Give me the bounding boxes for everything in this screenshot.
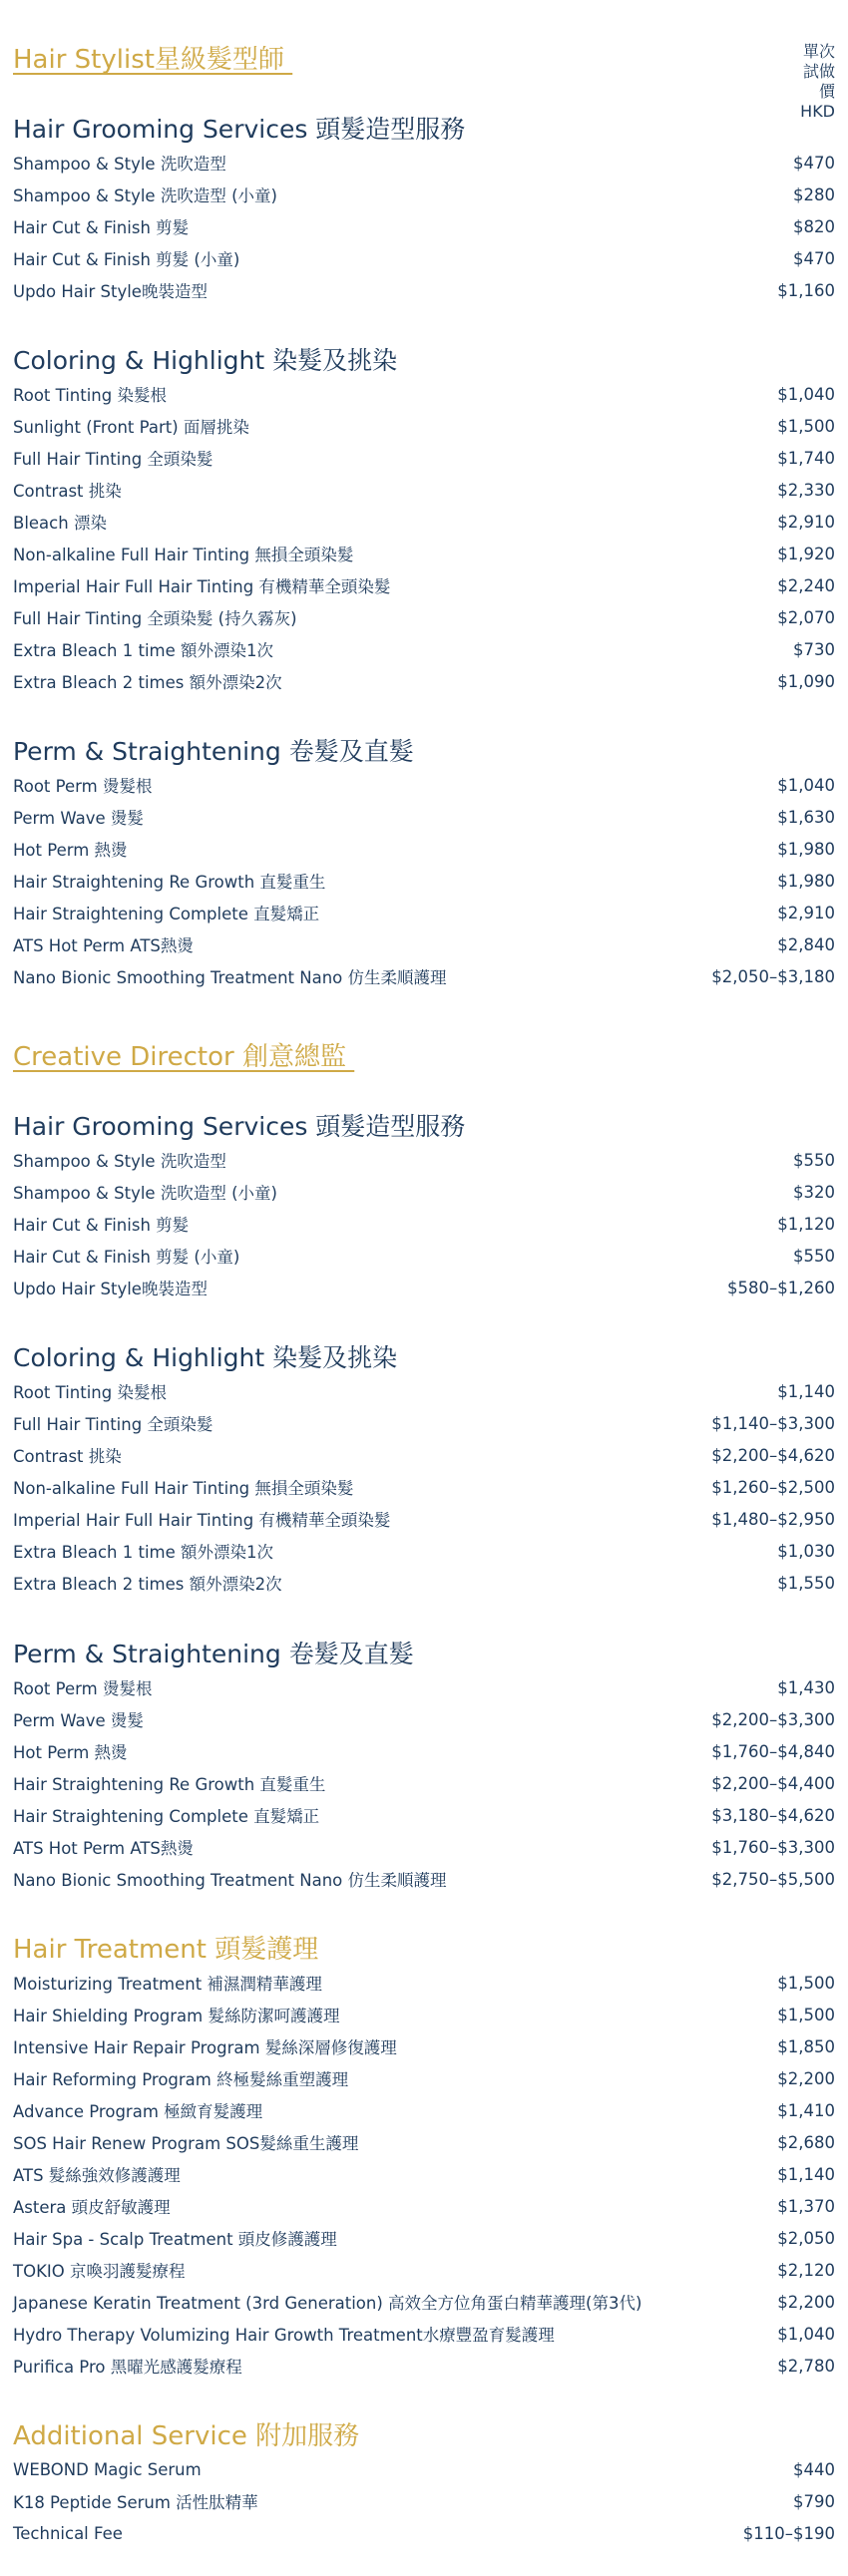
service-name: Imperial Hair Full Hair Tinting 有機精華全頭染髮 <box>13 1511 391 1530</box>
service-name: Extra Bleach 1 time 額外漂染1次 <box>13 641 274 660</box>
service-price: $1,120 <box>777 1214 835 1234</box>
service-name: Hair Spa - Scalp Treatment 頭皮修護護理 <box>13 2230 337 2249</box>
price-row <box>13 2453 835 2485</box>
service-name: Astera 頭皮舒敏護理 <box>13 2198 171 2217</box>
director-perm-section <box>13 1638 835 1895</box>
stylist-section <box>13 43 835 77</box>
price-row <box>13 1671 835 1703</box>
service-name: Full Hair Tinting 全頭染髮 <box>13 1415 213 1434</box>
price-row <box>13 242 835 274</box>
price-row <box>13 442 835 474</box>
price-row <box>13 865 835 897</box>
stylist-coloring-section <box>13 344 835 697</box>
price-row <box>13 1272 835 1303</box>
price-row <box>13 2286 835 2318</box>
service-name: Moisturizing Treatment 補濕潤精華護理 <box>13 1975 322 1994</box>
price-row <box>13 633 835 665</box>
service-name: Shampoo & Style 洗吹造型 <box>13 155 226 174</box>
service-price: $440 <box>793 2459 835 2479</box>
service-price: $2,240 <box>777 575 835 595</box>
service-name: Full Hair Tinting 全頭染髮 (持久霧灰) <box>13 609 297 628</box>
price-row <box>13 1240 835 1272</box>
price-row <box>13 1375 835 1407</box>
service-name: Shampoo & Style 洗吹造型 <box>13 1152 226 1171</box>
price-row <box>13 2254 835 2286</box>
service-name: ATS Hot Perm ATS熱燙 <box>13 1839 194 1858</box>
director-coloring-list <box>13 1375 835 1599</box>
service-name: Updo Hair Style晚裝造型 <box>13 282 208 301</box>
price-row <box>13 1208 835 1240</box>
director-section <box>13 1040 835 1074</box>
service-name: Technical Fee <box>13 2523 123 2543</box>
director-title: Creative Director 創意總監 <box>13 1042 355 1072</box>
service-price: $2,680 <box>777 2132 835 2152</box>
price-row <box>13 210 835 242</box>
service-name: Intensive Hair Repair Program 髮絲深層修復護理 <box>13 2038 397 2057</box>
price-header-line2: 試做價 <box>802 62 835 101</box>
price-row <box>13 2485 835 2517</box>
service-price: $2,910 <box>777 512 835 532</box>
service-price: $280 <box>793 184 835 204</box>
service-name: Shampoo & Style 洗吹造型 (小童) <box>13 186 277 205</box>
additional-section <box>13 2419 835 2549</box>
service-price: $3,180–$4,620 <box>711 1805 835 1825</box>
price-row <box>13 1503 835 1535</box>
director-grooming-list <box>13 1144 835 1303</box>
service-name: Hot Perm 熱燙 <box>13 1743 128 1762</box>
price-row <box>13 2062 835 2094</box>
service-name: Hair Cut & Finish 剪髮 <box>13 218 190 237</box>
service-price: $2,200–$4,620 <box>711 1445 835 1465</box>
price-row <box>13 1863 835 1895</box>
service-name: Hot Perm 熱燙 <box>13 841 128 860</box>
service-name: Bleach 漂染 <box>13 514 107 533</box>
service-price: $2,050–$3,180 <box>711 966 835 986</box>
service-price: $2,200 <box>777 2292 835 2312</box>
service-name: Hair Cut & Finish 剪髮 <box>13 1216 190 1235</box>
price-row <box>13 538 835 569</box>
service-name: SOS Hair Renew Program SOS髮絲重生護理 <box>13 2134 359 2153</box>
price-row <box>13 1799 835 1831</box>
price-row <box>13 2094 835 2126</box>
price-row <box>13 769 835 801</box>
price-row <box>13 147 835 179</box>
service-price: $2,070 <box>777 607 835 627</box>
service-name: Non-alkaline Full Hair Tinting 無損全頭染髮 <box>13 546 354 564</box>
service-name: Purifica Pro 黑曜光感護髮療程 <box>13 2358 242 2377</box>
service-name: Root Perm 燙髮根 <box>13 1679 153 1698</box>
service-price: $1,140–$3,300 <box>711 1413 835 1433</box>
service-price: $110–$190 <box>742 2523 835 2543</box>
price-row <box>13 2190 835 2222</box>
price-row <box>13 1703 835 1735</box>
service-price: $1,040 <box>777 775 835 795</box>
price-row <box>13 2517 835 2549</box>
service-price: $790 <box>793 2491 835 2511</box>
service-price: $1,030 <box>777 1541 835 1561</box>
price-row <box>13 1439 835 1471</box>
service-name: Hair Cut & Finish 剪髮 (小童) <box>13 1248 240 1267</box>
service-name: Hydro Therapy Volumizing Hair Growth Treatment水療豐盈育髮護理 <box>13 2326 555 2345</box>
stylist-perm-list <box>13 769 835 992</box>
service-price: $1,480–$2,950 <box>711 1509 835 1529</box>
service-name: Non-alkaline Full Hair Tinting 無損全頭染髮 <box>13 1479 354 1498</box>
treatment-title: Hair Treatment 頭髮護理 <box>13 1935 319 1965</box>
service-price: $1,980 <box>777 839 835 859</box>
service-name: Hair Cut & Finish 剪髮 (小童) <box>13 250 240 269</box>
service-price: $1,760–$3,300 <box>711 1837 835 1857</box>
service-price: $1,760–$4,840 <box>711 1741 835 1761</box>
service-name: Japanese Keratin Treatment (3rd Generation) 高效全方位角蛋白精華護理(第3代) <box>13 2294 642 2313</box>
service-price: $1,850 <box>777 2036 835 2056</box>
service-name: Root Tinting 染髮根 <box>13 1383 167 1402</box>
service-price: $2,780 <box>777 2356 835 2376</box>
director-grooming-title: Hair Grooming Services 頭髮造型服務 <box>13 1112 466 1141</box>
service-price: $1,550 <box>777 1573 835 1593</box>
price-row <box>13 2126 835 2158</box>
service-price: $1,500 <box>777 416 835 436</box>
service-price: $2,050 <box>777 2228 835 2248</box>
stylist-grooming-list <box>13 147 835 306</box>
price-row <box>13 2030 835 2062</box>
service-price: $1,140 <box>777 2164 835 2184</box>
service-name: Hair Straightening Re Growth 直髮重生 <box>13 873 326 892</box>
service-price: $1,920 <box>777 544 835 563</box>
service-name: Hair Straightening Complete 直髮矯正 <box>13 1807 320 1826</box>
additional-title: Additional Service 附加服務 <box>13 2421 360 2451</box>
service-price: $730 <box>793 639 835 659</box>
service-name: Extra Bleach 2 times 額外漂染2次 <box>13 673 282 692</box>
service-price: $1,370 <box>777 2196 835 2216</box>
service-name: Hair Reforming Program 終極髮絲重塑護理 <box>13 2070 349 2089</box>
service-price: $2,200 <box>777 2068 835 2088</box>
service-price: $2,840 <box>777 934 835 954</box>
service-name: Perm Wave 燙髮 <box>13 809 144 828</box>
service-name: Root Tinting 染髮根 <box>13 386 167 405</box>
service-price: $1,140 <box>777 1381 835 1401</box>
service-name: WEBOND Magic Serum <box>13 2459 202 2479</box>
service-price: $2,200–$4,400 <box>711 1773 835 1793</box>
price-row <box>13 474 835 506</box>
service-price: $470 <box>793 248 835 268</box>
stylist-title: Hair Stylist星級髮型師 <box>13 45 293 75</box>
service-name: Nano Bionic Smoothing Treatment Nano 仿生柔順護理 <box>13 1871 447 1890</box>
price-row <box>13 1831 835 1863</box>
price-row <box>13 1999 835 2030</box>
service-price: $2,910 <box>777 903 835 922</box>
service-name: Imperial Hair Full Hair Tinting 有機精華全頭染髮 <box>13 577 391 596</box>
service-name: Sunlight (Front Part) 面層挑染 <box>13 418 249 437</box>
price-header-line1: 單次 <box>802 42 835 61</box>
price-row <box>13 2350 835 2382</box>
director-coloring-section <box>13 1341 835 1599</box>
service-name: Extra Bleach 1 time 額外漂染1次 <box>13 1543 274 1562</box>
price-row <box>13 1471 835 1503</box>
service-price: $2,750–$5,500 <box>711 1869 835 1889</box>
price-row <box>13 2158 835 2190</box>
price-row <box>13 1407 835 1439</box>
stylist-grooming-section <box>13 113 835 306</box>
price-row <box>13 1144 835 1176</box>
price-row <box>13 274 835 306</box>
price-row <box>13 897 835 928</box>
director-coloring-title: Coloring & Highlight 染髮及挑染 <box>13 1343 398 1372</box>
service-name: Perm Wave 燙髮 <box>13 1711 144 1730</box>
price-row <box>13 378 835 410</box>
price-row <box>13 1767 835 1799</box>
price-row <box>13 801 835 833</box>
service-price: $1,260–$2,500 <box>711 1477 835 1497</box>
service-price: $1,630 <box>777 807 835 827</box>
service-price: $320 <box>793 1182 835 1202</box>
price-row <box>13 833 835 865</box>
service-price: $1,040 <box>777 384 835 404</box>
price-row <box>13 1967 835 1999</box>
service-name: Advance Program 極緻育髮護理 <box>13 2102 263 2121</box>
service-name: TOKIO 京喚羽護髮療程 <box>13 2262 186 2281</box>
director-perm-list <box>13 1671 835 1895</box>
service-price: $580–$1,260 <box>727 1278 835 1297</box>
service-price: $1,500 <box>777 1973 835 1993</box>
price-row <box>13 2222 835 2254</box>
service-price: $1,500 <box>777 2005 835 2024</box>
service-price: $2,120 <box>777 2260 835 2280</box>
price-header-line3: HKD <box>800 102 835 121</box>
price-row <box>13 601 835 633</box>
service-name: Full Hair Tinting 全頭染髮 <box>13 450 213 469</box>
service-price: $1,090 <box>777 671 835 691</box>
service-price: $820 <box>793 216 835 236</box>
service-price: $550 <box>793 1150 835 1170</box>
service-price: $1,740 <box>777 448 835 468</box>
treatment-list <box>13 1967 835 2382</box>
service-name: Shampoo & Style 洗吹造型 (小童) <box>13 1184 277 1203</box>
price-row <box>13 1567 835 1599</box>
price-row <box>13 506 835 538</box>
service-price: $2,200–$3,300 <box>711 1709 835 1729</box>
service-price: $470 <box>793 153 835 173</box>
service-price: $1,430 <box>777 1677 835 1697</box>
treatment-section <box>13 1933 835 2382</box>
service-name: Contrast 挑染 <box>13 482 122 501</box>
service-name: Updo Hair Style晚裝造型 <box>13 1280 208 1298</box>
price-row <box>13 928 835 960</box>
stylist-coloring-list <box>13 378 835 697</box>
service-name: Hair Shielding Program 髮絲防潔呵護護理 <box>13 2007 340 2025</box>
price-row <box>13 1735 835 1767</box>
director-perm-title: Perm & Straightening 卷髮及直髮 <box>13 1640 414 1668</box>
price-row <box>13 960 835 992</box>
service-name: Contrast 挑染 <box>13 1447 122 1466</box>
price-row <box>13 569 835 601</box>
service-price: $1,160 <box>777 280 835 300</box>
service-name: K18 Peptide Serum 活性肽精華 <box>13 2493 258 2512</box>
service-name: Nano Bionic Smoothing Treatment Nano 仿生柔順護理 <box>13 968 447 987</box>
service-price: $550 <box>793 1246 835 1266</box>
service-name: Hair Straightening Complete 直髮矯正 <box>13 905 320 923</box>
service-price: $1,040 <box>777 2324 835 2344</box>
additional-list <box>13 2453 835 2549</box>
stylist-coloring-title: Coloring & Highlight 染髮及挑染 <box>13 346 398 375</box>
service-price: $2,330 <box>777 480 835 500</box>
price-row <box>13 2318 835 2350</box>
service-price: $1,410 <box>777 2100 835 2120</box>
service-name: ATS Hot Perm ATS熱燙 <box>13 936 194 955</box>
service-name: ATS 髮絲強效修護護理 <box>13 2166 181 2185</box>
price-row <box>13 1535 835 1567</box>
price-row <box>13 179 835 210</box>
director-grooming-section <box>13 1110 835 1303</box>
service-name: Hair Straightening Re Growth 直髮重生 <box>13 1775 326 1794</box>
service-price: $1,980 <box>777 871 835 891</box>
price-row <box>13 1176 835 1208</box>
stylist-perm-title: Perm & Straightening 卷髮及直髮 <box>13 737 414 766</box>
price-row <box>13 665 835 697</box>
service-name: Root Perm 燙髮根 <box>13 777 153 796</box>
stylist-perm-section <box>13 735 835 992</box>
price-row <box>13 410 835 442</box>
stylist-grooming-title: Hair Grooming Services 頭髮造型服務 <box>13 115 466 144</box>
service-name: Extra Bleach 2 times 額外漂染2次 <box>13 1575 282 1594</box>
